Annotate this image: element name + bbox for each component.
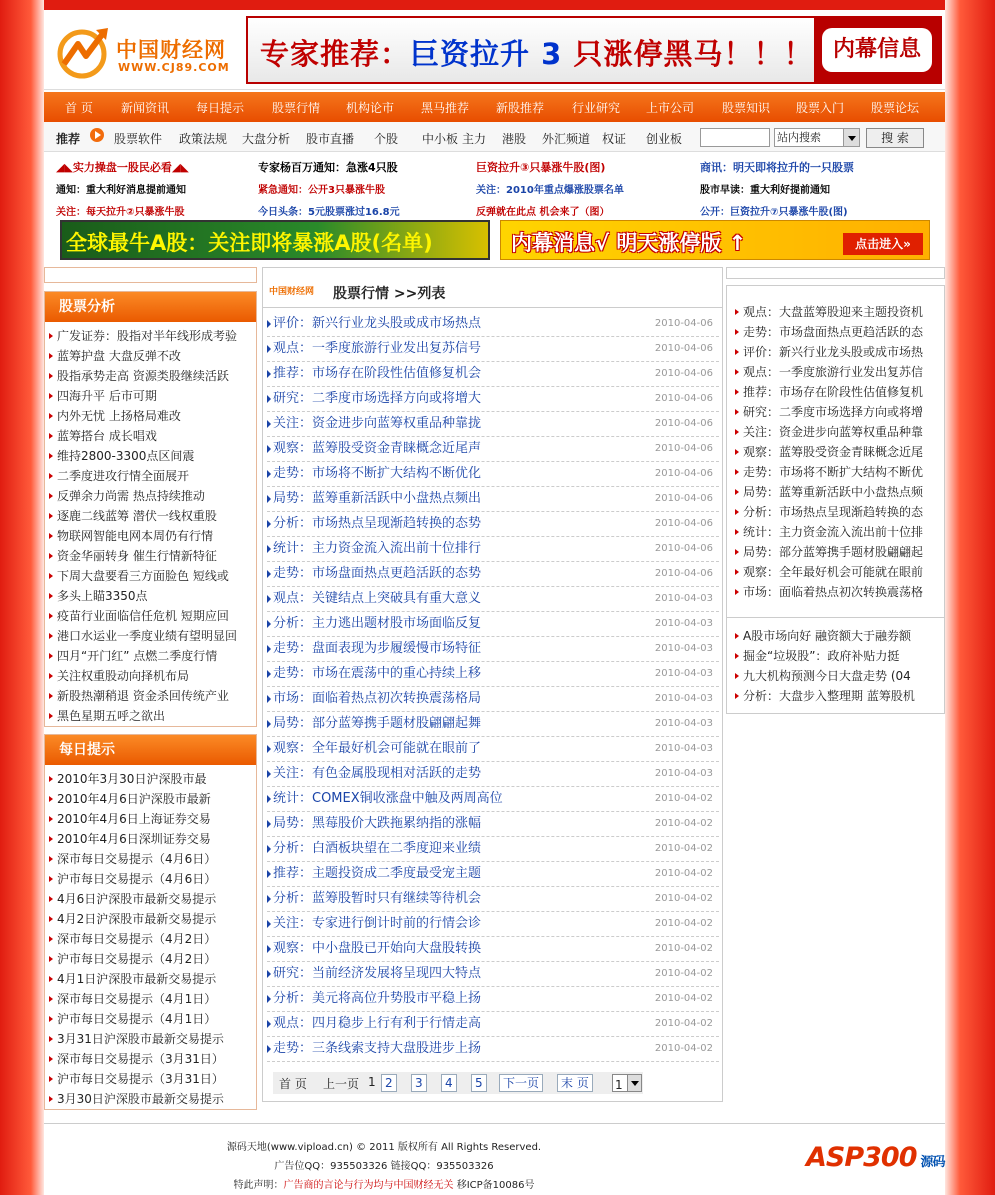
- search-select-value: 站内搜索: [777, 131, 821, 144]
- article-date: 2010-04-06: [654, 468, 713, 479]
- list-item[interactable]: 港口水运业一季度业绩有望明显回: [49, 626, 256, 646]
- list-item[interactable]: 资金华丽转身 催生行情新特征: [49, 546, 256, 566]
- ad-right-text: 内幕消息√ 明天涨停版 ↑: [511, 231, 747, 255]
- article-list-item[interactable]: [267, 387, 719, 412]
- nav-item[interactable]: 新股推荐: [496, 101, 545, 115]
- list-item[interactable]: 深市每日交易提示（4月1日）: [49, 989, 256, 1009]
- pager-next[interactable]: 下一页: [499, 1074, 543, 1092]
- list-item[interactable]: 观察：全年最好机会可能就在眼前: [735, 562, 944, 582]
- logo-cn: 中国财经网: [116, 38, 226, 62]
- ticker-link[interactable]: 今日头条：5元股票涨过16.8元: [258, 207, 400, 218]
- left-background: [0, 0, 44, 1195]
- article-list-item[interactable]: [267, 712, 719, 737]
- ticker-link[interactable]: 专家杨百万通知：急涨4只股: [258, 161, 398, 174]
- ticker-link[interactable]: 巨资拉升③只暴涨牛股(图): [476, 161, 606, 174]
- article-title[interactable]: 关注：资金进步向蓝筹权重品种靠拢: [273, 416, 482, 431]
- article-title[interactable]: 研究：当前经济发展将呈现四大特点: [273, 966, 482, 981]
- sub-nav-item[interactable]: 中小板: [422, 132, 459, 146]
- left-panel: [44, 734, 257, 1110]
- headline-ticker: [44, 153, 945, 221]
- list-item[interactable]: 市场：面临着热点初次转换震荡格: [735, 582, 944, 602]
- article-date: 2010-04-03: [654, 643, 713, 654]
- list-item[interactable]: 深市每日交易提示（3月31日）: [49, 1049, 256, 1069]
- main-panel-header: [263, 280, 722, 308]
- left-top-bar: [44, 267, 257, 283]
- article-title[interactable]: 分析：主力逃出题材股市场面临反复: [273, 616, 482, 631]
- sub-nav-item[interactable]: 股票软件: [114, 132, 163, 146]
- article-date: 2010-04-06: [654, 418, 713, 429]
- logo-arrow-icon: [56, 24, 112, 80]
- footer-disclaimer: [44, 1176, 724, 1191]
- ad-banner-left[interactable]: [60, 220, 490, 260]
- list-item[interactable]: 2010年4月6日上海证券交易: [49, 809, 256, 829]
- article-date: 2010-04-02: [654, 968, 713, 979]
- banner-text-3: 3: [541, 37, 563, 71]
- left-panel-list: [45, 322, 256, 726]
- article-list-item[interactable]: [267, 437, 719, 462]
- article-title[interactable]: 研究：二季度市场选择方向或将增大: [273, 391, 482, 406]
- article-date: 2010-04-02: [654, 943, 713, 954]
- pagination: [273, 1072, 643, 1094]
- article-date: 2010-04-03: [654, 743, 713, 754]
- article-list-item[interactable]: [267, 412, 719, 437]
- list-item[interactable]: 内外无忧 上扬格局难改: [49, 406, 256, 426]
- sub-nav: [44, 122, 945, 152]
- left-panel-title: 每日提示: [45, 735, 256, 765]
- article-date: 2010-04-02: [654, 868, 713, 879]
- ad-left-text: 全球最牛A股：关注即将暴涨A股(名单): [66, 231, 433, 255]
- article-title[interactable]: 局势：部分蓝筹携手题材股翩翩起舞: [273, 716, 482, 731]
- article-list-item[interactable]: [267, 737, 719, 762]
- list-item[interactable]: 2010年4月6日深圳证券交易: [49, 829, 256, 849]
- article-title[interactable]: 分析：蓝筹股暂时只有继续等待机会: [273, 891, 482, 906]
- article-title[interactable]: 走势：市场盘面热点更趋活跃的态势: [273, 566, 482, 581]
- article-title[interactable]: 走势：市场将不断扩大结构不断优化: [273, 466, 482, 481]
- pager-first[interactable]: 首 页: [279, 1077, 307, 1091]
- pager-page[interactable]: 2: [381, 1074, 397, 1092]
- article-list-item[interactable]: [267, 812, 719, 837]
- article-title[interactable]: 推荐：主题投资成二季度最受宠主题: [273, 866, 482, 881]
- article-list-item[interactable]: [267, 537, 719, 562]
- banner-text-2: 巨资拉升: [410, 37, 531, 71]
- article-date: 2010-04-03: [654, 668, 713, 679]
- article-list-item[interactable]: [267, 762, 719, 787]
- article-title[interactable]: 统计：主力资金流入流出前十位排行: [273, 541, 482, 556]
- article-list-item[interactable]: [267, 1037, 719, 1062]
- pager-page[interactable]: 5: [471, 1074, 487, 1092]
- nav-item[interactable]: 新闻资讯: [121, 101, 170, 115]
- article-date: 2010-04-06: [654, 443, 713, 454]
- list-item[interactable]: 评价：新兴行业龙头股或成市场热: [735, 342, 944, 362]
- list-item[interactable]: 二季度进攻行情全面展开: [49, 466, 256, 486]
- list-item[interactable]: 广发证券：股指对半年线形成考验: [49, 326, 256, 346]
- article-title[interactable]: 分析：美元将高位升势股市平稳上扬: [273, 991, 482, 1006]
- nav-item[interactable]: 股票论坛: [871, 101, 920, 115]
- banner-tag: 内幕信息: [822, 28, 932, 72]
- list-item[interactable]: 3月31日沪深股市最新交易提示: [49, 1029, 256, 1049]
- article-title[interactable]: 局势：黑莓股价大跌拖累纳指的涨幅: [273, 816, 482, 831]
- list-item[interactable]: 分析：大盘步入整理期 蓝筹股机: [735, 686, 944, 706]
- ticker-link[interactable]: 关注：每天拉升②只暴涨牛股: [56, 207, 185, 218]
- article-title[interactable]: 关注：有色金属股现相对活跃的走势: [273, 766, 482, 781]
- list-item[interactable]: 研究：二季度市场选择方向或将增: [735, 402, 944, 422]
- pager-select[interactable]: [612, 1074, 642, 1092]
- article-date: 2010-04-06: [654, 543, 713, 554]
- article-title[interactable]: 评价：新兴行业龙头股或成市场热点: [273, 316, 482, 331]
- pager-last[interactable]: 末 页: [557, 1074, 593, 1092]
- article-list-item[interactable]: [267, 612, 719, 637]
- article-list-item[interactable]: [267, 312, 719, 337]
- right-panel: [726, 617, 945, 714]
- ticker-link[interactable]: 公开：巨资拉升⑦只暴涨牛股(图): [700, 207, 848, 218]
- list-item[interactable]: 四月“开门红” 点燃二季度行情: [49, 646, 256, 666]
- left-panel-title: 股票分析: [45, 292, 256, 322]
- ticker-link[interactable]: ◢◣实力操盘一股民必看◢◣: [56, 161, 189, 174]
- article-date: 2010-04-06: [654, 393, 713, 404]
- article-list-item[interactable]: [267, 1012, 719, 1037]
- list-item[interactable]: 蓝筹护盘 大盘反弹不改: [49, 346, 256, 366]
- banner-text-4: 只涨停黑马！！！: [573, 37, 814, 71]
- list-item[interactable]: 下周大盘要看三方面脸色 短线或: [49, 566, 256, 586]
- chevron-down-icon: [627, 1075, 641, 1091]
- chevron-down-icon: [843, 129, 859, 146]
- list-item[interactable]: 九大机构预测今日大盘走势 (04: [735, 666, 944, 686]
- footer-contact: 广告位QQ：935503326 链接QQ：935503326: [274, 1161, 494, 1172]
- article-list-item[interactable]: [267, 637, 719, 662]
- article-date: 2010-04-02: [654, 818, 713, 829]
- list-item[interactable]: 沪市每日交易提示（4月2日）: [49, 949, 256, 969]
- list-item[interactable]: 沪市每日交易提示（4月1日）: [49, 1009, 256, 1029]
- ticker-link[interactable]: 商讯：明天即将拉升的一只股票: [700, 161, 854, 174]
- article-title[interactable]: 观点：关键结点上突破具有重大意义: [273, 591, 482, 606]
- list-item[interactable]: 掘金“垃圾股”：政府补贴力挺: [735, 646, 944, 666]
- article-date: 2010-04-02: [654, 793, 713, 804]
- banner-text: [260, 32, 813, 73]
- page-title: 股票行情 >>列表: [333, 286, 446, 302]
- article-date: 2010-04-02: [654, 893, 713, 904]
- ticker-link[interactable]: 紧急通知：公开3只暴涨牛股: [258, 185, 385, 196]
- logo-en: WWW.CJ89.COM: [118, 61, 230, 74]
- list-item[interactable]: 关注：资金进步向蓝筹权重品种靠: [735, 422, 944, 442]
- list-item[interactable]: 局势：部分蓝筹携手题材股翩翩起: [735, 542, 944, 562]
- sub-nav-item[interactable]: 股市直播: [306, 132, 355, 146]
- sub-nav-item[interactable]: 个股: [374, 132, 399, 146]
- sub-nav-item[interactable]: 大盘分析: [242, 132, 291, 146]
- article-date: 2010-04-02: [654, 843, 713, 854]
- list-item[interactable]: 蓝筹搭台 成长唱戏: [49, 426, 256, 446]
- list-item[interactable]: 深市每日交易提示（4月6日）: [49, 849, 256, 869]
- asp300-sub: 源码: [920, 1155, 945, 1170]
- right-panel-list: [727, 302, 944, 602]
- list-item[interactable]: 维持2800-3300点区间震: [49, 446, 256, 466]
- nav-item[interactable]: 黑马推荐: [421, 101, 470, 115]
- article-title[interactable]: 市场：面临着热点初次转换震荡格局: [273, 691, 482, 706]
- article-list-item[interactable]: [267, 962, 719, 987]
- disclaimer-text: 广告商的言论与行为均与中国财经无关: [283, 1180, 454, 1191]
- sub-nav-item[interactable]: 外汇频道: [542, 132, 591, 146]
- list-item[interactable]: 4月6日沪深股市最新交易提示: [49, 889, 256, 909]
- list-item[interactable]: 新股热潮稍退 资金杀回传统产业: [49, 686, 256, 706]
- article-title[interactable]: 局势：蓝筹重新活跃中小盘热点频出: [273, 491, 482, 506]
- sub-nav-item[interactable]: 权证: [602, 132, 627, 146]
- article-date: 2010-04-06: [654, 493, 713, 504]
- asp300-text: ASP300: [806, 1142, 917, 1173]
- article-title[interactable]: 观点：一季度旅游行业发出复苏信号: [273, 341, 482, 356]
- article-list-item[interactable]: [267, 462, 719, 487]
- list-item[interactable]: 黑色星期五呼之欲出: [49, 706, 256, 726]
- list-item[interactable]: 深市每日交易提示（4月2日）: [49, 929, 256, 949]
- pager-page[interactable]: 4: [441, 1074, 457, 1092]
- ticker-link[interactable]: 股市早读：重大利好提前通知: [700, 185, 830, 196]
- list-item[interactable]: 关注权重股动向择机布局: [49, 666, 256, 686]
- left-panel: [44, 291, 257, 727]
- list-item[interactable]: 沪市每日交易提示（4月6日）: [49, 869, 256, 889]
- main-panel-logo: 中国财经网: [269, 287, 315, 297]
- play-icon: [90, 128, 104, 142]
- list-item[interactable]: 疫苗行业面临信任危机 短期应回: [49, 606, 256, 626]
- article-title[interactable]: 观察：全年最好机会可能就在眼前了: [273, 741, 482, 756]
- list-item[interactable]: 推荐：市场存在阶段性估值修复机: [735, 382, 944, 402]
- article-title[interactable]: 观察：蓝筹股受资金青睐概念近尾声: [273, 441, 482, 456]
- search-input[interactable]: [700, 128, 770, 147]
- list-item[interactable]: 走势：市场将不断扩大结构不断优: [735, 462, 944, 482]
- article-list-item[interactable]: [267, 562, 719, 587]
- ticker-link[interactable]: 关注：2010年重点爆涨股票名单: [476, 185, 624, 196]
- article-list: [267, 312, 719, 1062]
- list-item[interactable]: 四海升平 后市可期: [49, 386, 256, 406]
- article-date: 2010-04-02: [654, 1043, 713, 1054]
- article-date: 2010-04-03: [654, 693, 713, 704]
- footer-copyright: 源码天地(www.vipload.cn) © 2011 版权所有 All Rights Reserved.: [226, 1142, 542, 1153]
- article-title[interactable]: 关注：专家进行倒计时前的行情会诊: [273, 916, 482, 931]
- ad-banner-right[interactable]: [500, 220, 930, 260]
- sub-nav-item[interactable]: 政策法规: [179, 132, 228, 146]
- nav-item[interactable]: 首 页: [65, 101, 93, 115]
- article-date: 2010-04-02: [654, 1018, 713, 1029]
- article-title[interactable]: 观察：中小盘股已开始向大盘股转换: [273, 941, 482, 956]
- main-nav: [44, 92, 945, 122]
- nav-item[interactable]: 股票入门: [796, 101, 845, 115]
- top-border: [0, 0, 995, 10]
- asp300-logo[interactable]: [806, 1142, 945, 1173]
- article-list-item[interactable]: [267, 512, 719, 537]
- ticker-link[interactable]: 通知：重大利好消息提前通知: [56, 185, 186, 196]
- article-date: 2010-04-06: [654, 318, 713, 329]
- article-date: 2010-04-03: [654, 593, 713, 604]
- article-list-item[interactable]: [267, 587, 719, 612]
- left-panel-list: [45, 765, 256, 1109]
- list-item[interactable]: 2010年4月6日沪深股市最新: [49, 789, 256, 809]
- list-item[interactable]: 2010年3月30日沪深股市最: [49, 769, 256, 789]
- header-banner-ad[interactable]: [246, 16, 942, 84]
- sub-nav-item[interactable]: 创业板: [646, 132, 683, 146]
- article-date: 2010-04-06: [654, 568, 713, 579]
- list-item[interactable]: 统计：主力资金流入流出前十位排: [735, 522, 944, 542]
- sub-nav-item[interactable]: 港股: [502, 132, 527, 146]
- right-background: [945, 0, 995, 1195]
- article-date: 2010-04-03: [654, 618, 713, 629]
- article-title[interactable]: 走势：三条线索支持大盘股进步上扬: [273, 1041, 482, 1056]
- article-date: 2010-04-06: [654, 368, 713, 379]
- article-date: 2010-04-06: [654, 518, 713, 529]
- sub-nav-label: 推荐: [56, 132, 81, 146]
- list-item[interactable]: 观点：一季度旅游行业发出复苏信: [735, 362, 944, 382]
- icp-number: 移ICP备10086号: [453, 1180, 535, 1191]
- right-panel: [726, 285, 945, 620]
- article-title[interactable]: 推荐：市场存在阶段性估值修复机会: [273, 366, 482, 381]
- nav-item[interactable]: 每日提示: [196, 101, 245, 115]
- article-list-item[interactable]: [267, 787, 719, 812]
- footer: [44, 1123, 945, 1195]
- right-top-bar: [726, 267, 945, 279]
- main-list-panel: [262, 267, 723, 1102]
- article-list-item[interactable]: [267, 487, 719, 512]
- list-item[interactable]: 逐鹿二线蓝筹 潜伏一线权重股: [49, 506, 256, 526]
- list-item[interactable]: 多头上瞄3350点: [49, 586, 256, 606]
- list-item[interactable]: 观点：大盘蓝筹股迎来主题投资机: [735, 302, 944, 322]
- sub-nav-item[interactable]: 主力: [462, 132, 487, 146]
- article-title[interactable]: 分析：市场热点呈现渐趋转换的态势: [273, 516, 482, 531]
- page-container: [44, 10, 945, 1195]
- header: [44, 10, 945, 90]
- nav-item[interactable]: 股票知识: [722, 101, 771, 115]
- article-list-item[interactable]: [267, 887, 719, 912]
- article-date: 2010-04-02: [654, 918, 713, 929]
- ticker-link[interactable]: 反弹就在此点 机会来了（图）: [476, 207, 610, 218]
- article-title[interactable]: 走势：盘面表现为步履缓慢市场特征: [273, 641, 482, 656]
- article-date: 2010-04-06: [654, 343, 713, 354]
- article-list-item[interactable]: [267, 937, 719, 962]
- article-list-item[interactable]: [267, 687, 719, 712]
- list-item[interactable]: 反弹余力尚需 热点持续推动: [49, 486, 256, 506]
- pager-select-value: 1: [615, 1078, 623, 1092]
- article-title[interactable]: 分析：白酒板块望在二季度迎来业绩: [273, 841, 482, 856]
- nav-item[interactable]: 股票行情: [272, 101, 321, 115]
- pager-prev[interactable]: 上一页: [323, 1077, 360, 1091]
- ad-enter-button[interactable]: 点击进入»: [843, 233, 923, 255]
- article-list-item[interactable]: [267, 662, 719, 687]
- list-item[interactable]: 局势：蓝筹重新活跃中小盘热点频: [735, 482, 944, 502]
- article-list-item[interactable]: [267, 862, 719, 887]
- nav-item[interactable]: 上市公司: [646, 101, 695, 115]
- list-item[interactable]: 4月1日沪深股市最新交易提示: [49, 969, 256, 989]
- article-list-item[interactable]: [267, 837, 719, 862]
- article-list-item[interactable]: [267, 337, 719, 362]
- list-item[interactable]: 4月2日沪深股市最新交易提示: [49, 909, 256, 929]
- article-list-item[interactable]: [267, 912, 719, 937]
- article-list-item[interactable]: [267, 987, 719, 1012]
- pager-page[interactable]: 3: [411, 1074, 427, 1092]
- article-title[interactable]: 观点：四月稳步上行有利于行情走高: [273, 1016, 482, 1031]
- list-item[interactable]: 物联网智能电网本周仍有行情: [49, 526, 256, 546]
- site-logo[interactable]: [56, 20, 236, 82]
- search-select[interactable]: [774, 128, 860, 147]
- pager-current: 1: [368, 1075, 376, 1089]
- article-date: 2010-04-03: [654, 768, 713, 779]
- article-title[interactable]: 统计：COMEX铜收涨盘中触及两周高位: [273, 791, 503, 806]
- nav-item[interactable]: 行业研究: [572, 101, 621, 115]
- article-list-item[interactable]: [267, 362, 719, 387]
- list-item[interactable]: 走势：市场盘面热点更趋活跃的态: [735, 322, 944, 342]
- nav-item[interactable]: 机构论市: [346, 101, 395, 115]
- disclaimer-label: 特此声明：: [233, 1180, 284, 1191]
- article-title[interactable]: 走势：市场在震荡中的重心持续上移: [273, 666, 482, 681]
- banner-text-1: 专家推荐：: [260, 37, 411, 71]
- article-date: 2010-04-02: [654, 993, 713, 1004]
- list-item[interactable]: 观察：蓝筹股受资金青睐概念近尾: [735, 442, 944, 462]
- list-item[interactable]: A股市场向好 融资额大于融券额: [735, 626, 944, 646]
- list-item[interactable]: 分析：市场热点呈现渐趋转换的态: [735, 502, 944, 522]
- list-item[interactable]: 股指承势走高 资源类股继续活跃: [49, 366, 256, 386]
- article-date: 2010-04-03: [654, 718, 713, 729]
- right-panel-list: [727, 626, 944, 706]
- search-button[interactable]: 搜 索: [866, 128, 924, 148]
- list-item[interactable]: 沪市每日交易提示（3月31日）: [49, 1069, 256, 1089]
- list-item[interactable]: 3月30日沪深股市最新交易提示: [49, 1089, 256, 1109]
